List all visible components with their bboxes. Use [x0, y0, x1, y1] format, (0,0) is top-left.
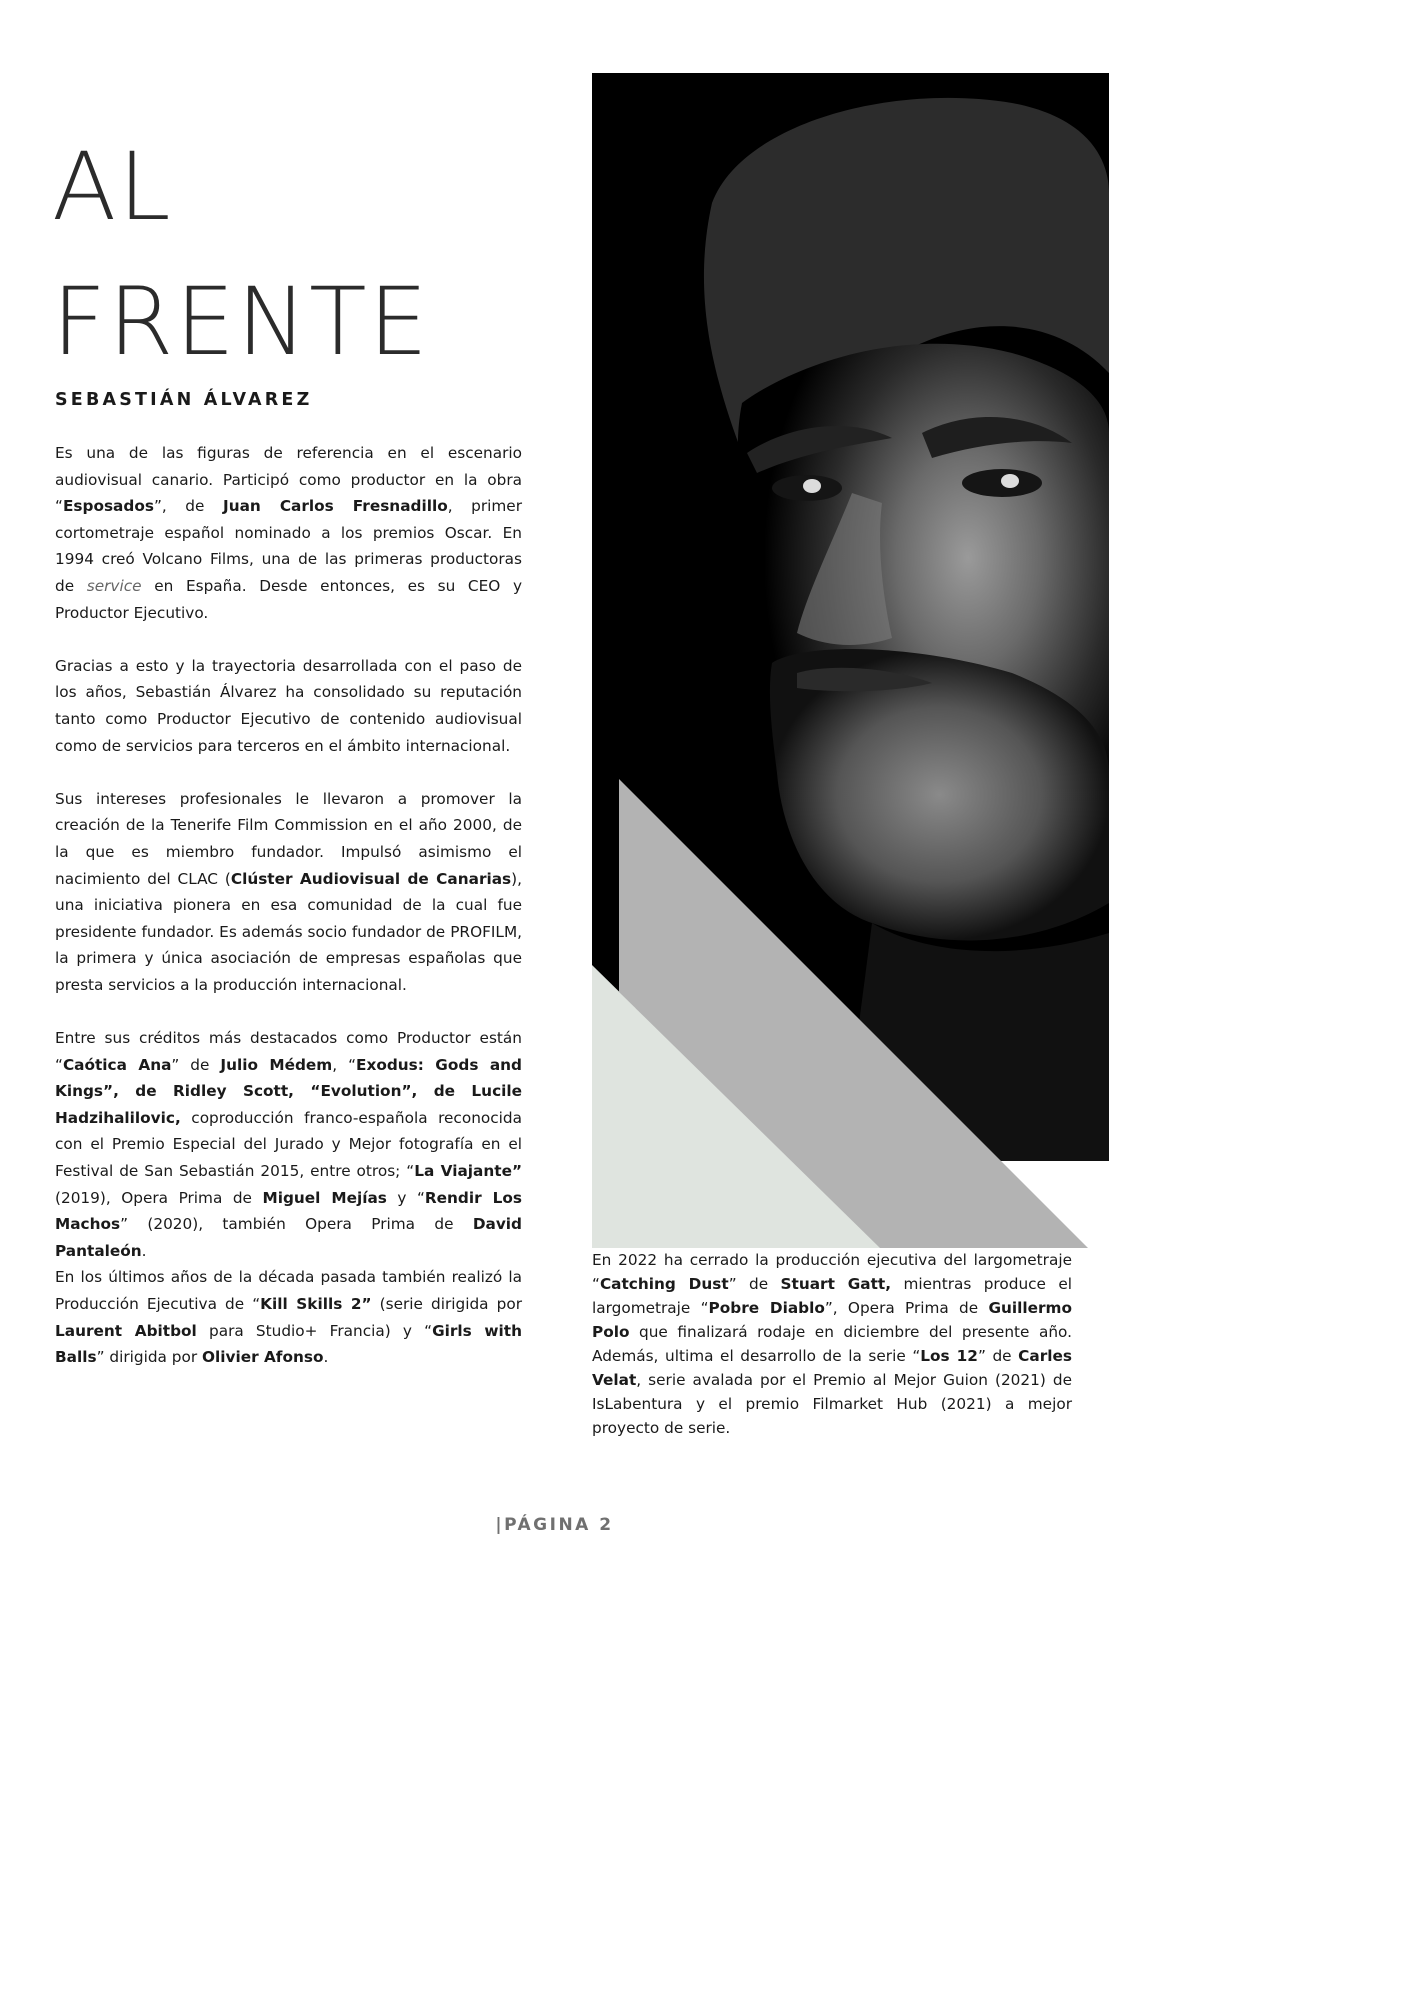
title-line-1: AL — [52, 133, 173, 242]
bio-paragraph-2: Gracias a esto y la trayectoria desarrollada con el paso de los años, Sebastián Álvarez ha consolidado su reputación tanto como Productor Ejecutivo de contenido audiovisual como de servicios para terceros en el ámbito internacional. — [55, 656, 522, 755]
bio-paragraph-1: Es una de las figuras de referencia en el escenario audiovisual canario. Participó como productor en la obra “Esposados”, de Juan Carlos Fresnadillo, primer cortometraje español nominado a los premios Oscar. En 1994 creó Volcano Films, una de las primeras productoras de service en España. Desde entonces, es su CEO y Productor Ejecutivo. — [55, 444, 523, 622]
bio-paragraph-5: En los últimos años de la década pasada también realizó la Producción Ejecutiva de “Kill Skills 2” (serie dirigida por Laurent Abitbol para Studio+ Francia) y “Girls with Balls” dirigida por Olivier Afonso. — [55, 1268, 523, 1367]
projects-paragraph: En 2022 ha cerrado la producción ejecutiva del largometraje “Catching Dust” de Stuart Gatt, mientras produce el largometraje “Pobre Diablo”, Opera Prima de Guillermo Polo que finalizará rodaje en diciembre del presente año. Además, ultima el desarrollo de la serie “Los 12” de Carles Velat, serie avalada por el Premio al Mejor Guion (2021) de IsLabentura y el premio Filmarket Hub (2021) a mejor proyecto de serie. — [592, 1251, 1072, 1437]
person-name-heading: SEBASTIÁN ÁLVAREZ — [55, 390, 313, 410]
bio-paragraph-3: Sus intereses profesionales le llevaron a promover la creación de la Tenerife Film Commission en el año 2000, de la que es miembro fundador. Impulsó asimismo el nacimiento del CLAC (Clúster Audiovisual de Canarias), una iniciativa pionera en esa comunidad de la cual fue presidente fundador. Es además socio fundador de PROFILM, la primera y única asociación de empresas españolas que presta servicios a la producción internacional. — [55, 789, 522, 994]
projects-column — [592, 1248, 1072, 1440]
title-line-2: FRENTE — [52, 268, 430, 377]
page-number: |PÁGINA 2 — [495, 1515, 614, 1535]
bio-paragraph-4: Entre sus créditos más destacados como Productor están “Caótica Ana” de Julio Médem, “Exodus: Gods and Kings”, de Ridley Scott, “Evolution”, de Lucile Hadzihalilovic, coproducción franco-española reconocida con el Premio Especial del Jurado y Mejor fotografía en el Festival de San Sebastián 2015, entre otros; “La Viajante” (2019), Opera Prima de Miguel Mejías y “Rendir Los Machos” (2020), también Opera Prima de David Pantaleón. — [55, 1029, 523, 1260]
